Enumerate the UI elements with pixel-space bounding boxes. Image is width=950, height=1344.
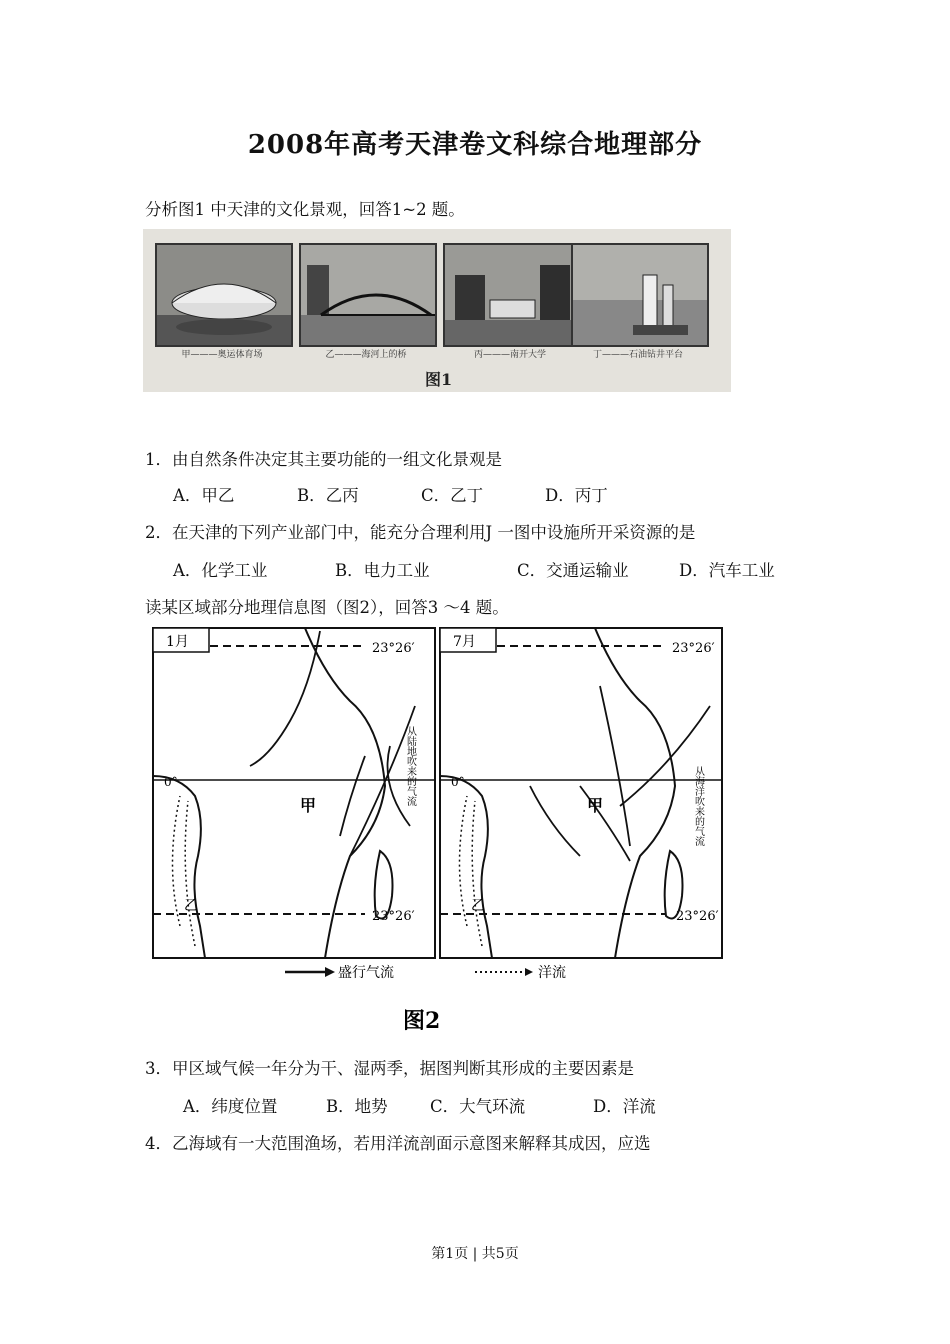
q1-option-d: D．丙丁 (545, 486, 608, 505)
caption-yi: 乙———海河上的桥 (325, 350, 407, 360)
right-equator: 0° (451, 775, 465, 789)
q1-stem: 1．由自然条件决定其主要功能的一组文化景观是 (145, 450, 502, 469)
figure-1-label: 图1 (425, 370, 453, 389)
q2-option-b: B．电力工业 (335, 561, 430, 580)
figure-1 (143, 229, 731, 392)
q1-option-b: B．乙丙 (297, 486, 359, 505)
intro-text-2: 读某区域部分地理信息图（图2），回答3 ～4 题。 (145, 598, 509, 617)
left-air-note: 从陆地吹来的气流 (404, 726, 416, 806)
caption-bing: 丙———南开大学 (473, 350, 546, 360)
left-month-label: 1月 (166, 634, 189, 650)
photo-oil-platform (571, 243, 709, 347)
intro-text-1: 分析图1 中天津的文化景观，回答1~2 题。 (145, 200, 465, 219)
q3-option-d: D．洋流 (593, 1097, 656, 1116)
legend-wind: 盛行气流 (338, 965, 394, 981)
q3-option-b: B．地势 (326, 1097, 388, 1116)
legend-current: 洋流 (538, 965, 566, 981)
figure-2-label: 图2 (403, 1008, 441, 1034)
left-equator: 0° (164, 775, 178, 789)
q2-stem: 2．在天津的下列产业部门中，能充分合理利用J 一图中设施所开采资源的是 (145, 523, 696, 542)
left-lat-top: 23°26′ (372, 641, 415, 656)
q3-option-a: A．纬度位置 (183, 1097, 278, 1116)
q1-option-c: C．乙丁 (421, 486, 484, 505)
right-month-label: 7月 (453, 634, 476, 650)
photo-bridge (299, 243, 437, 347)
right-region-b: 乙 (471, 898, 485, 914)
right-region-a: 甲 (587, 796, 604, 815)
photo-stadium (155, 243, 293, 347)
q4-stem: 4．乙海域有一大范围渔场，若用洋流剖面示意图来解释其成因，应选 (145, 1134, 651, 1153)
q2-option-d: D．汽车工业 (679, 561, 775, 580)
page-title: 2008年高考天津卷文科综合地理部分 (247, 130, 703, 160)
right-lat-bottom: 23°26′ (676, 909, 719, 924)
figure-2 (150, 626, 725, 1036)
caption-jia: 甲———奥运体育场 (181, 350, 263, 360)
q3-option-c: C．大气环流 (430, 1097, 526, 1116)
left-region-b: 乙 (184, 898, 198, 914)
q2-option-a: A．化学工业 (173, 561, 268, 580)
q2-option-c: C．交通运输业 (517, 561, 629, 580)
photo-university (443, 243, 581, 347)
caption-ding: 丁———石油钻井平台 (592, 350, 683, 360)
page-footer: 第1页 | 共5页 (431, 1246, 519, 1262)
right-lat-top: 23°26′ (672, 641, 715, 656)
left-lat-bottom: 23°26′ (372, 909, 415, 924)
q1-option-a: A．甲乙 (173, 486, 235, 505)
q3-stem: 3．甲区域气候一年分为干、湿两季，据图判断其形成的主要因素是 (145, 1059, 634, 1078)
left-region-a: 甲 (300, 796, 317, 815)
right-air-note: 从海洋吹来的气流 (692, 766, 704, 846)
